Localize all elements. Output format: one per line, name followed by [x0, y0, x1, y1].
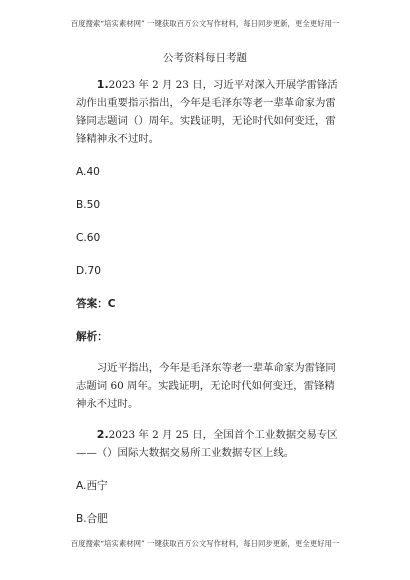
option-letter: B.	[76, 513, 87, 525]
option-text: 合肥	[86, 513, 108, 525]
option-letter: C.	[76, 232, 87, 244]
question-2-option-b	[76, 510, 338, 528]
option-letter: A.	[76, 480, 87, 492]
question-1-analysis-text: 习近平指出，今年是毛泽东等老一辈革命家为雷锋同志题词 60 周年。实践证明，无论时代如何变迁，雷锋精神永不过时。	[76, 362, 336, 410]
question-1-option-b	[76, 196, 338, 214]
option-text: 50	[86, 199, 101, 211]
option-text: 60	[86, 232, 101, 244]
option-text: 40	[86, 166, 100, 178]
question-1-option-c	[76, 229, 338, 247]
question-2-number: 2.	[96, 428, 109, 441]
question-1	[76, 76, 338, 148]
question-1-option-a	[76, 163, 338, 181]
option-letter: A.	[76, 166, 87, 178]
question-2	[76, 426, 338, 462]
option-letter: B.	[76, 199, 87, 211]
question-1-number: 1.	[96, 78, 109, 91]
footer-banner: 百度搜索“培实素材网” 一键获取百万公文写作材料，每日同步更新，更全更好用一	[70, 539, 340, 548]
option-text: 西宁	[86, 480, 108, 492]
document-body	[76, 76, 338, 528]
option-text: 70	[87, 265, 102, 277]
question-1-answer: 答案：C	[76, 298, 116, 310]
option-letter: D.	[76, 265, 88, 277]
header-banner: 百度搜索“培实素材网” 一键获取百万公文写作材料，每日同步更新，更全更好用一	[70, 19, 340, 28]
question-2-text: 2023 年 2 月 25 日，全国首个工业数据交易专区——（）国际大数据交易所工业数据专区上线。	[76, 429, 338, 459]
question-2-option-a	[76, 477, 338, 495]
question-1-option-d	[76, 262, 338, 280]
document-title: 公考资料每日考题	[163, 52, 247, 64]
question-1-text: 2023 年 2 月 23 日，习近平对深入开展学雷锋活动作出重要指示指出，今年是毛泽东等老一辈革命家为雷锋同志题词（）周年。实践证明，无论时代如何变迁，雷锋精神永不过时。	[76, 79, 338, 145]
question-1-analysis-label: 解析：	[76, 331, 108, 343]
